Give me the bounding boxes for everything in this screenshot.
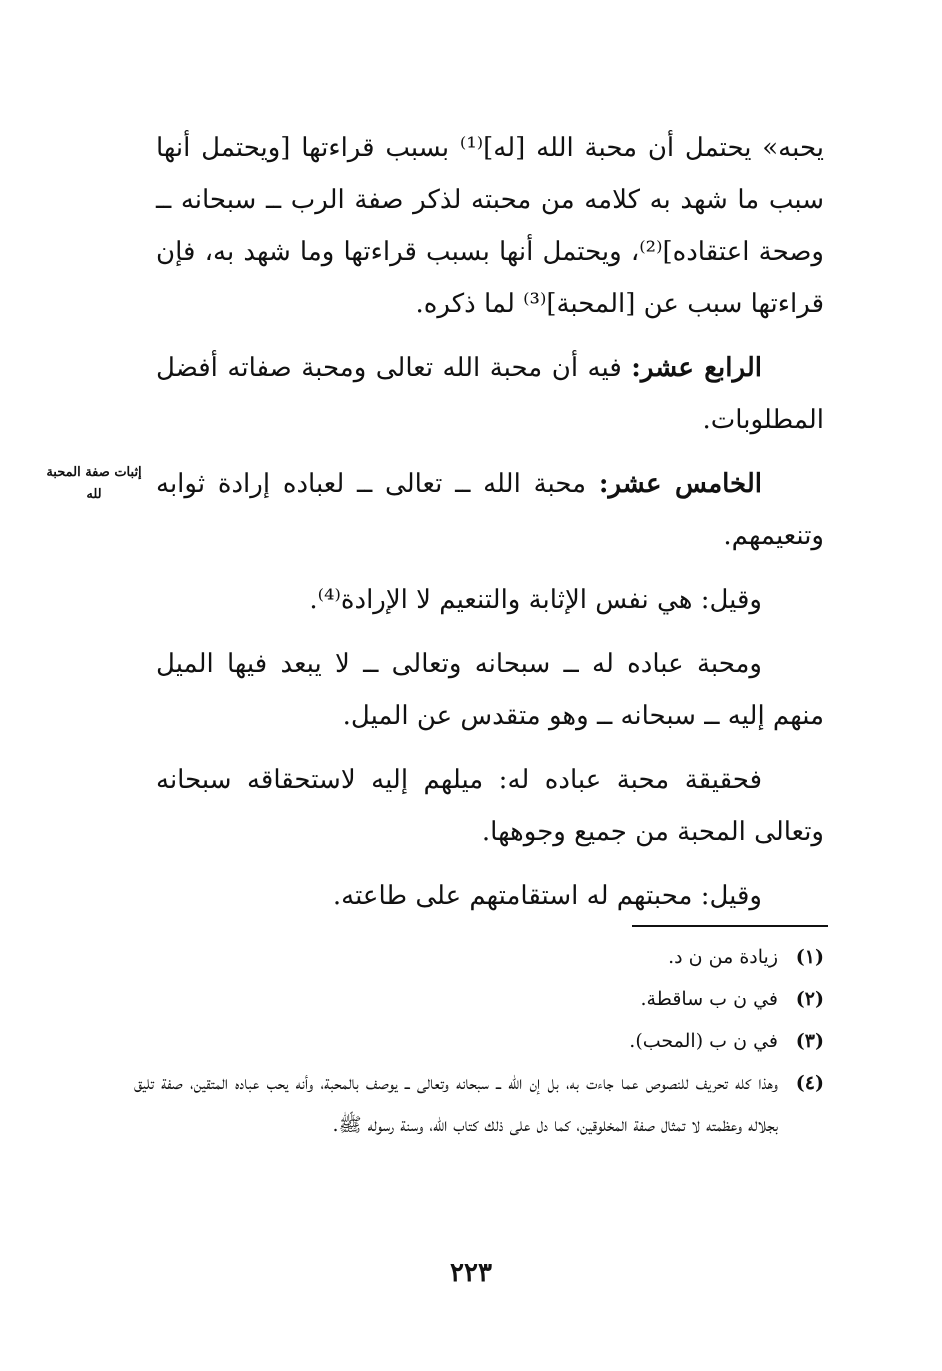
footnote-text: في ن ب (المحب). bbox=[629, 1030, 778, 1052]
footnote-number: (١) bbox=[795, 946, 824, 968]
paragraph-3 bbox=[156, 458, 824, 562]
margin-note: إثبات صفة المحبة لله bbox=[46, 465, 142, 502]
footnote bbox=[134, 1062, 824, 1146]
paragraph-7: وقيل: محبتهم له استقامتهم على طاعته. bbox=[332, 881, 762, 911]
footnote-number: (٣) bbox=[795, 1030, 824, 1052]
paragraph-3-text: محبة الله ــ تعالى ــ لعباده إرادة ثوابه وتنعيمهم. bbox=[156, 469, 824, 551]
paragraph-2-lead: الرابع عشر: bbox=[631, 353, 762, 383]
footnote-text: زيادة من ن د. bbox=[668, 946, 778, 968]
footnote-separator bbox=[632, 925, 828, 927]
footnote-text: وهذا كله تحريف للنصوص عما جاءت به، بل إن الله ــ سبحانه وتعالى ــ يوصف بالمحبة، وأنه يحب عباده المتقين، صفة تليق بجلاله وعظمته لا تمثال صفة المخلوقين، كما دل على ذلك كتاب الله، وسنة رسوله ﷺ. bbox=[134, 1072, 778, 1136]
paragraph-5: ومحبة عباده له ــ سبحانه وتعالى ــ لا يبعد فيها الميل منهم إليه ــ سبحانه ــ وهو متقدس عن الميل. bbox=[156, 649, 824, 731]
paragraph-1: يحبه» يحتمل أن محبة الله [له]⁽¹⁾ بسبب قراءتها [ويحتمل أنها سبب ما شهد به كلامه من محبته لذكر صفة الرب ــ سبحانه ــ وصحة اعتقاده]⁽²⁾، ويحتمل أنها بسبب قراءتها وما شهد به، فإن قراءتها سبب عن [المحبة]⁽³⁾ لما ذكره. bbox=[156, 133, 824, 319]
footnotes bbox=[134, 936, 824, 1146]
paragraph-3-lead: الخامس عشر: bbox=[598, 469, 762, 499]
footnote bbox=[134, 1020, 824, 1062]
footnote-number: (٤) bbox=[795, 1072, 824, 1094]
paragraph-6: فحقيقة محبة عباده له: ميلهم إليه لاستحقاقه سبحانه وتعالى المحبة من جميع وجوهها. bbox=[156, 765, 824, 847]
main-text bbox=[156, 122, 824, 934]
footnote bbox=[134, 978, 824, 1020]
footnote bbox=[134, 936, 824, 978]
page-number: ٢٢٣ bbox=[450, 1258, 492, 1288]
footnote-text: في ن ب ساقطة. bbox=[640, 988, 778, 1010]
paragraph-2 bbox=[156, 342, 824, 446]
paragraph-4: وقيل: هي نفس الإثابة والتنعيم لا الإرادة⁽⁴⁾. bbox=[309, 585, 762, 615]
paragraph-2-text: فيه أن محبة الله تعالى ومحبة صفاته أفضل المطلوبات. bbox=[156, 353, 824, 435]
footnote-number: (٢) bbox=[795, 988, 824, 1010]
